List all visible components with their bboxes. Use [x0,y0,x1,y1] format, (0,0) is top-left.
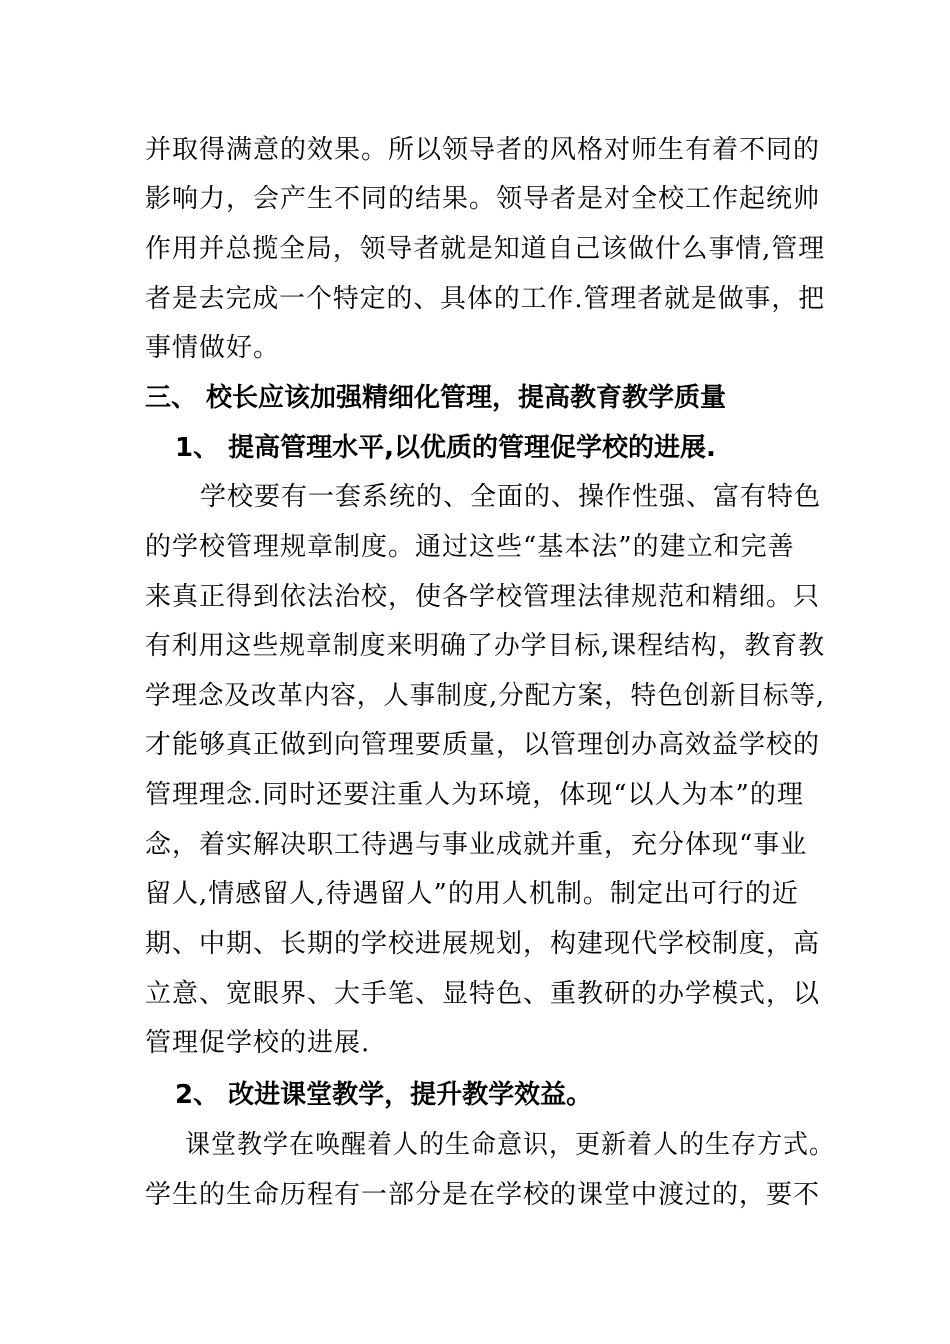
text-line: 学生的生命历程有一部分是在学校的课堂中渡过的，要不 [145,1180,821,1210]
text-line: 管理促学校的进展. [145,1028,371,1058]
text-line: 管理理念.同时还要注重人为环境，体现“以人为本”的理 [145,780,804,810]
text-line: 并取得满意的效果。所以领导者的风格对师生有着不同的 [145,135,821,165]
text-line: 留人,情感留人,待遇留人”的用人机制。制定出可行的近 [145,879,799,909]
section-heading: 三、 校长应该加强精细化管理，提高教育教学质量 [145,383,727,413]
text-line: 作用并总揽全局，领导者就是知道自己该做什么事情,管理 [145,234,826,264]
text-line: 的学校管理规章制度。通过这些“基本法”的建立和完善 [145,532,795,562]
text-line: 学理念及改革内容，人事制度,分配方案，特色创新目标等, [145,681,826,711]
text-line: 课堂教学在唤醒着人的生命意识，更新着人的生存方式。 [185,1130,835,1160]
subsection-heading: 1、 提高管理水平,以优质的管理促学校的进展. [175,433,716,463]
text-line: 期、中期、长期的学校进展规划，构建现代学校制度，高 [145,929,821,959]
text-line: 有利用这些规章制度来明确了办学目标,课程结构，教育教 [145,631,826,661]
text-line: 立意、宽眼界、大手笔、显特色、重教研的办学模式，以 [145,979,821,1009]
text-line: 念，着实解决职工待遇与事业成就并重，充分体现“事业 [145,830,808,860]
text-line: 来真正得到依法治校，使各学校管理法律规范和精细。只 [145,582,821,612]
text-line: 事情做好。 [145,333,281,363]
text-line: 影响力，会产生不同的结果。领导者是对全校工作起统帅 [145,184,821,214]
text-line: 才能够真正做到向管理要质量，以管理创办高效益学校的 [145,730,821,760]
subsection-heading: 2、 改进课堂教学，提升教学效益。 [175,1080,593,1110]
text-line: 者是去完成一个特定的、具体的工作.管理者就是做事，把 [145,284,826,314]
text-line: 学校要有一套系统的、全面的、操作性强、富有特色 [200,482,822,512]
